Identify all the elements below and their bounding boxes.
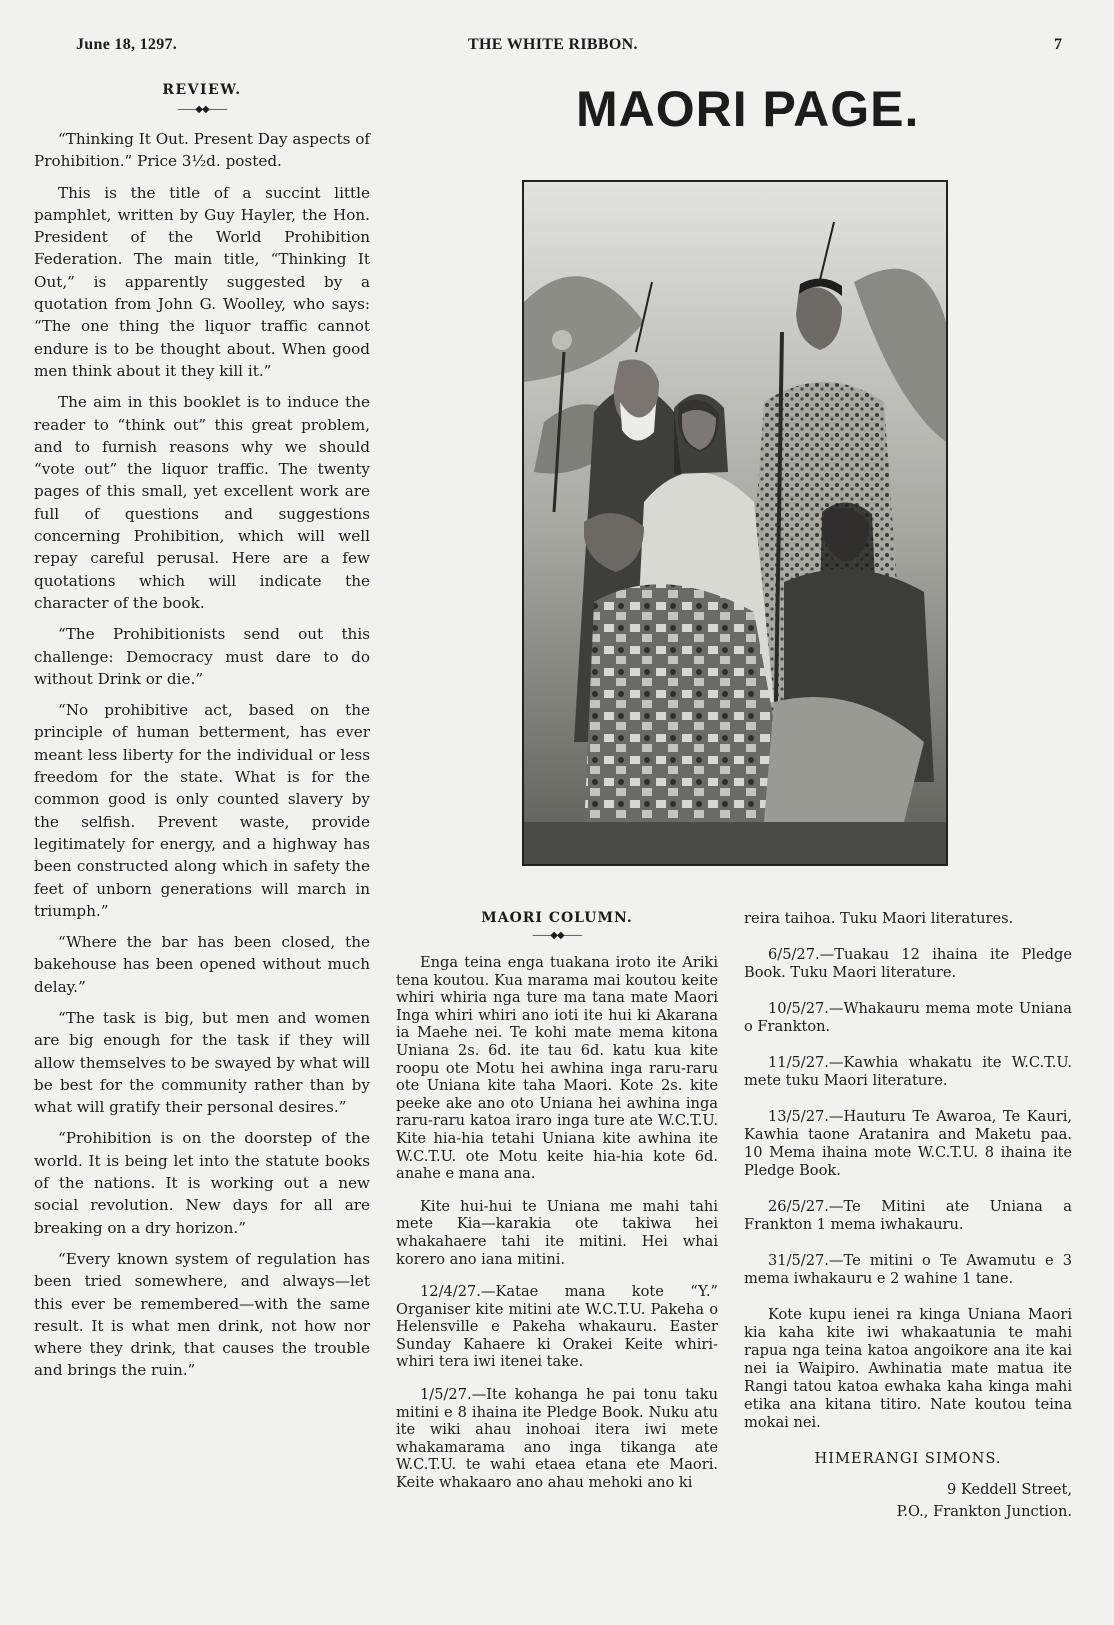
address-line: 9 Keddell Street, — [947, 1481, 1072, 1498]
masthead-title: THE WHITE RIBBON. — [468, 36, 638, 53]
maori-column-continued — [744, 910, 1072, 1523]
maori-column — [396, 910, 718, 1507]
maori-paragraph: Kote kupu ienei ra kinga Uniana Maori kia kaha kite iwi whakaatunia te mahi rapua nga teina katoa angoikore ana ite kai nei ia Waipiro. Awhinatia mate matua ite Rangi tatou katoa ewhaka kaha kinga mahi etika ana kitana titiro. Nate koutou teina mokai nei. — [744, 1306, 1072, 1431]
review-paragraph: “The Prohibitionists send out this challenge: Democracy must dare to do without Drink or die.” — [34, 625, 370, 688]
maori-paragraph: 6/5/27.—Tuakau 12 ihaina ite Pledge Book. Tuku Maori literature. — [744, 946, 1072, 981]
review-paragraph: The aim in this booklet is to induce the reader to “think out” this great problem, and to furnish reasons why we should “vote out” the liquor traffic. The twenty pages of this small, yet excellent work are full of questions and suggestions concerning Prohibition, which will well repay careful perusal. Here are a few quotations which will indicate the character of the book. — [34, 393, 370, 612]
maori-paragraph: 26/5/27.—Te Mitini ate Uniana a Frankton 1 mema iwhakauru. — [744, 1198, 1072, 1233]
maori-paragraph: 12/4/27.—Katae mana kote “Y.” Organiser kite mitini ate W.C.T.U. Pakeha o Helensville e Pakeha whakauru. Easter Sunday Kahaere ki Orakei Keite whiri-whiri tera iwi itenei take. — [396, 1283, 718, 1371]
review-paragraph: This is the title of a succint little pamphlet, written by Guy Hayler, the Hon. President of the World Prohibition Federation. The main title, “Thinking It Out,” is apparently suggested by a quotation from John G. Woolley, who says: “The one thing the liquor traffic cannot endure is to be thought about. When good men think about it they kill it.” — [34, 183, 370, 380]
address-line: P.O., Frankton Junction. — [896, 1503, 1072, 1520]
review-paragraph: “Thinking It Out. Present Day aspects of Prohibition.” Price 3½d. posted. — [34, 130, 370, 171]
maori-paragraph: 31/5/27.—Te mitini o Te Awamutu e 3 mema iwhakauru e 2 wahine 1 tane. — [744, 1252, 1072, 1287]
maori-paragraph: reira taihoa. Tuku Maori literatures. — [744, 910, 1014, 927]
review-paragraph: “No prohibitive act, based on the principle of human betterment, has ever meant less liberty for the individual or less freedom for the state. What is for the common good is only counted slavery by the selfish. Prevent waste, provide legitimately for energy, and a highway has been constructed along which in safety the feet of unborn generations will march in triumph.” — [34, 701, 370, 920]
maori-column-heading: MAORI COLUMN. — [481, 910, 633, 926]
ornament-divider: ——◆◆—— — [177, 104, 227, 115]
maori-paragraph: 1/5/27.—Ite kohanga he pai tonu taku mitini e 8 ihaina ite Pledge Book. Nuku atu ite wiki ahau inohoai itera iwi mete whakamarama ano inga tikanga ate W.C.T.U. te wahi etaea etana ete Maori. Keite whakaaro ano ahau mehoki ano ki — [396, 1386, 718, 1492]
review-column — [34, 82, 370, 1391]
ornament-divider: ——◆◆—— — [532, 930, 582, 941]
family-photograph — [522, 180, 948, 866]
review-paragraph: “Every known system of regulation has been tried somewhere, and always—let this ever be remembered—with the same result. It is what men drink, not how nor where they drink, that causes the trouble and brings the ruin.” — [34, 1249, 370, 1380]
review-paragraph: “Where the bar has been closed, the bakehouse has been opened without much delay.” — [34, 933, 370, 996]
signature: HIMERANGI SIMONS. — [814, 1450, 1002, 1467]
issue-date: June 18, 1297. — [76, 36, 178, 53]
maori-paragraph: 10/5/27.—Whakauru mema mote Uniana o Frankton. — [744, 1000, 1072, 1035]
review-paragraph: “The task is big, but men and women are big enough for the task if they will allow themselves to be swayed by what will be best for the community rather than by what will gratify their personal desires.” — [34, 1008, 370, 1117]
review-heading: REVIEW. — [162, 82, 242, 98]
photograph-image — [524, 182, 946, 864]
maori-paragraph: Enga teina enga tuakana iroto ite Ariki tena koutou. Kua marama mai koutou keite whiri whiria nga ture ma tana mate Maori Inga whiri whiri ano ioti ite hui ki Akarana ia Maehe nei. Te kohi mate mema kitona Uniana 2s. 6d. ite tau 6d. katu kua kite roopu ote Motu hei awhina inga raru-raru ote Uniana kite taha Maori. Kote 2s. kite peeke ake ano oto Uniana hei awhina inga raru-raru katoa iraro inga ture ate W.C.T.U. Kite hia-hia tetahi Uniana kite awhina ite W.C.T.U. ote Motu keite hia-hia kote 6d. anahe e mana ana. — [396, 954, 718, 1183]
maori-paragraph: 13/5/27.—Hauturu Te Awaroa, Te Kauri, Kawhia taone Aratanira and Maketu paa. 10 Mema ihaina mote W.C.T.U. 8 ihaina ite Pledge Book. — [744, 1108, 1072, 1179]
page-number: 7 — [1054, 36, 1063, 53]
review-paragraph: “Prohibition is on the doorstep of the world. It is being let into the statute books of the nations. It is working out a new social revolution. New days for all are breaking on a dry horizon.” — [34, 1129, 370, 1237]
maori-paragraph: 11/5/27.—Kawhia whakatu ite W.C.T.U. mete tuku Maori literature. — [744, 1054, 1072, 1089]
maori-page-title: MAORI PAGE. — [576, 81, 920, 137]
maori-paragraph: Kite hui-hui te Uniana me mahi tahi mete Kia—karakia ote takiwa hei whakahaere tahi ite mitini. Hei whai korero ano iana mitini. — [396, 1197, 718, 1268]
